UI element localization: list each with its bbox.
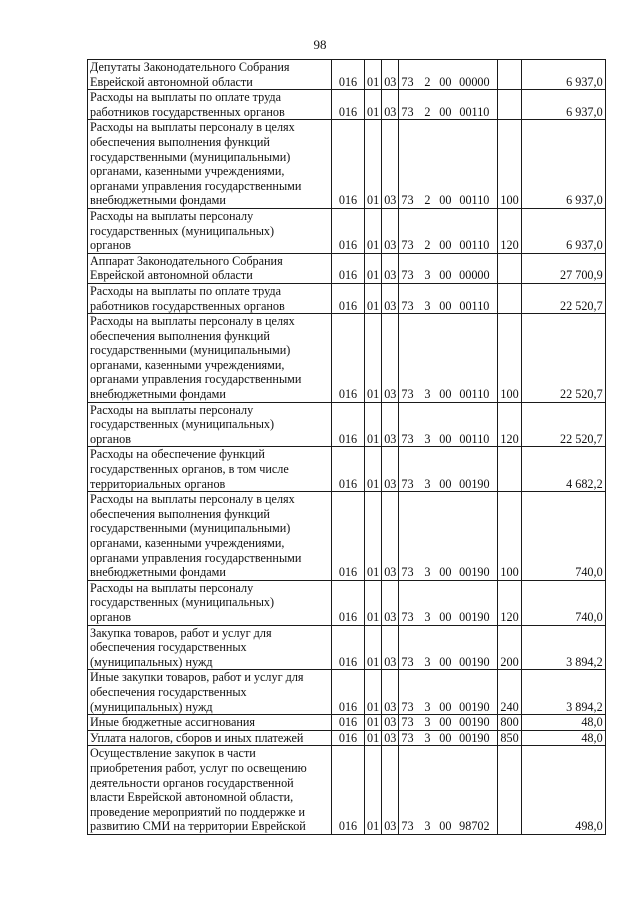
cell-expense-type: 850 xyxy=(498,730,521,746)
cell-section: 01 xyxy=(365,90,382,120)
table-row xyxy=(88,208,606,253)
row-name-line: Расходы на обеспечение функций xyxy=(90,447,265,462)
row-name xyxy=(88,625,332,670)
cell-expense-type: 120 xyxy=(498,208,521,253)
cell-amount: 27 700,9 xyxy=(521,253,605,283)
cell-target-article xyxy=(399,730,498,746)
page-number: 98 xyxy=(313,37,327,52)
cell-grbs: 016 xyxy=(332,314,365,403)
table-row xyxy=(88,60,606,90)
cell-target-article xyxy=(399,283,498,313)
cell-amount: 6 937,0 xyxy=(521,60,605,90)
target-code-part: 00 xyxy=(439,268,452,283)
row-name-line: обеспечения государственных xyxy=(90,640,247,655)
target-code-part: 00190 xyxy=(459,730,490,745)
target-code-part: 00 xyxy=(439,819,452,834)
cell-section: 01 xyxy=(365,746,382,835)
target-code-part: 73 xyxy=(401,654,414,669)
cell-expense-type xyxy=(498,60,521,90)
target-code-part: 00190 xyxy=(459,476,490,491)
cell-expense-type: 100 xyxy=(498,492,521,581)
target-code-part: 00 xyxy=(439,715,452,730)
cell-amount: 3 894,2 xyxy=(521,625,605,670)
cell-expense-type xyxy=(498,746,521,835)
cell-subsection: 03 xyxy=(382,402,399,447)
row-name-line: Расходы на выплаты персоналу xyxy=(90,208,254,223)
row-name-line: обеспечения выполнения функций xyxy=(90,328,270,343)
row-name-line: органами управления государственными xyxy=(90,178,302,193)
row-name-line: Расходы на выплаты по оплате труда xyxy=(90,90,282,105)
cell-grbs: 016 xyxy=(332,746,365,835)
target-code-part: 2 xyxy=(424,238,431,253)
cell-amount: 22 520,7 xyxy=(521,402,605,447)
row-name xyxy=(88,580,332,625)
cell-subsection: 03 xyxy=(382,625,399,670)
cell-grbs: 016 xyxy=(332,60,365,90)
target-code-part: 98702 xyxy=(459,819,490,834)
cell-subsection: 03 xyxy=(382,447,399,492)
target-code-part: 3 xyxy=(424,431,431,446)
table-row xyxy=(88,670,606,715)
row-name-line: Депутаты Законодательного Собрания xyxy=(90,60,290,74)
table-row xyxy=(88,90,606,120)
target-code-part: 73 xyxy=(401,193,414,208)
cell-grbs: 016 xyxy=(332,90,365,120)
cell-amount: 48,0 xyxy=(521,730,605,746)
target-code-part: 73 xyxy=(401,476,414,491)
cell-subsection: 03 xyxy=(382,730,399,746)
target-code-part: 00 xyxy=(439,193,452,208)
target-code-part: 00 xyxy=(439,74,452,89)
table-row xyxy=(88,314,606,403)
cell-target-article xyxy=(399,253,498,283)
row-name-line: Иные бюджетные ассигнования xyxy=(90,715,256,730)
row-name-line: органами, казенными учреждениями, xyxy=(90,164,285,179)
target-code-part: 3 xyxy=(424,268,431,283)
budget-table xyxy=(87,59,606,835)
row-name xyxy=(88,253,332,283)
target-code-part: 3 xyxy=(424,730,431,745)
target-code-part: 00 xyxy=(439,431,452,446)
target-code-part: 3 xyxy=(424,298,431,313)
table-row xyxy=(88,746,606,835)
cell-subsection: 03 xyxy=(382,715,399,731)
row-name-line: органов xyxy=(90,431,131,446)
cell-target-article xyxy=(399,492,498,581)
row-name xyxy=(88,402,332,447)
row-name xyxy=(88,60,332,90)
cell-target-article xyxy=(399,670,498,715)
cell-subsection: 03 xyxy=(382,492,399,581)
target-code-part: 73 xyxy=(401,238,414,253)
row-name-line: государственными (муниципальными) xyxy=(90,149,291,164)
target-code-part: 00 xyxy=(439,609,452,624)
table-row xyxy=(88,492,606,581)
row-name-line: органами, казенными учреждениями, xyxy=(90,536,285,550)
target-code-part: 73 xyxy=(401,104,414,119)
target-code-part: 2 xyxy=(424,104,431,119)
row-name-line: власти Еврейской автономной области, xyxy=(90,790,294,805)
cell-section: 01 xyxy=(365,253,382,283)
row-name-line: Расходы на выплаты персоналу в целях xyxy=(90,492,295,507)
target-code-part: 3 xyxy=(424,476,431,491)
row-name xyxy=(88,283,332,313)
cell-amount: 6 937,0 xyxy=(521,90,605,120)
table-row xyxy=(88,715,606,731)
cell-grbs: 016 xyxy=(332,715,365,731)
target-code-part: 00110 xyxy=(459,387,490,402)
target-code-part: 00190 xyxy=(459,699,490,714)
target-code-part: 2 xyxy=(424,193,431,208)
cell-target-article xyxy=(399,625,498,670)
table-row xyxy=(88,120,606,209)
cell-section: 01 xyxy=(365,625,382,670)
target-code-part: 00 xyxy=(439,565,452,580)
cell-target-article xyxy=(399,90,498,120)
cell-subsection: 03 xyxy=(382,90,399,120)
target-code-part: 00 xyxy=(439,654,452,669)
table-row xyxy=(88,447,606,492)
target-code-part: 00110 xyxy=(459,298,490,313)
target-code-part: 00000 xyxy=(459,268,490,283)
cell-grbs: 016 xyxy=(332,730,365,746)
target-code-part: 00190 xyxy=(459,609,490,624)
target-code-part: 73 xyxy=(401,268,414,283)
cell-subsection: 03 xyxy=(382,746,399,835)
cell-amount: 48,0 xyxy=(521,715,605,731)
cell-section: 01 xyxy=(365,402,382,447)
target-code-part: 00110 xyxy=(459,431,490,446)
cell-amount: 6 937,0 xyxy=(521,208,605,253)
row-name-line: органами управления государственными xyxy=(90,550,302,565)
cell-expense-type: 200 xyxy=(498,625,521,670)
row-name-line: приобретения работ, услуг по освещению xyxy=(90,760,307,775)
cell-grbs: 016 xyxy=(332,492,365,581)
row-name-line: государственными (муниципальными) xyxy=(90,343,291,358)
cell-grbs: 016 xyxy=(332,253,365,283)
row-name-line: Аппарат Законодательного Собрания xyxy=(90,253,283,268)
cell-target-article xyxy=(399,120,498,209)
row-name-line: обеспечения выполнения функций xyxy=(90,506,270,521)
row-name-line: органов xyxy=(90,238,131,253)
cell-grbs: 016 xyxy=(332,283,365,313)
row-name xyxy=(88,670,332,715)
target-code-part: 3 xyxy=(424,654,431,669)
cell-subsection: 03 xyxy=(382,314,399,403)
cell-grbs: 016 xyxy=(332,670,365,715)
row-name-line: работников государственных органов xyxy=(90,104,285,119)
target-code-part: 00 xyxy=(439,104,452,119)
cell-expense-type: 100 xyxy=(498,120,521,209)
cell-amount: 740,0 xyxy=(521,492,605,581)
cell-subsection: 03 xyxy=(382,120,399,209)
cell-target-article xyxy=(399,746,498,835)
row-name-line: внебюджетными фондами xyxy=(90,193,226,208)
row-name-line: государственных (муниципальных) xyxy=(90,595,275,610)
target-code-part: 73 xyxy=(401,298,414,313)
target-code-part: 00 xyxy=(439,298,452,313)
cell-amount: 740,0 xyxy=(521,580,605,625)
row-name-line: (муниципальных) нужд xyxy=(90,699,213,714)
row-name-line: Расходы на выплаты по оплате труда xyxy=(90,283,282,298)
cell-expense-type: 240 xyxy=(498,670,521,715)
target-code-part: 3 xyxy=(424,715,431,730)
row-name-line: внебюджетными фондами xyxy=(90,387,226,402)
row-name-line: Еврейской автономной области xyxy=(90,268,253,283)
target-code-part: 73 xyxy=(401,715,414,730)
cell-section: 01 xyxy=(365,715,382,731)
target-code-part: 00190 xyxy=(459,565,490,580)
cell-grbs: 016 xyxy=(332,580,365,625)
table-row xyxy=(88,283,606,313)
target-code-part: 3 xyxy=(424,609,431,624)
target-code-part: 00190 xyxy=(459,654,490,669)
target-code-part: 73 xyxy=(401,699,414,714)
target-code-part: 3 xyxy=(424,565,431,580)
row-name-line: работников государственных органов xyxy=(90,298,285,313)
row-name xyxy=(88,90,332,120)
cell-expense-type xyxy=(498,253,521,283)
row-name-line: государственных органов, в том числе xyxy=(90,462,289,477)
row-name-line: обеспечения государственных xyxy=(90,684,247,699)
row-name xyxy=(88,447,332,492)
row-name xyxy=(88,730,332,746)
row-name-line: Закупка товаров, работ и услуг для xyxy=(90,625,272,640)
cell-target-article xyxy=(399,208,498,253)
target-code-part: 00 xyxy=(439,699,452,714)
cell-subsection: 03 xyxy=(382,60,399,90)
row-name-line: Расходы на выплаты персоналу в целях xyxy=(90,120,295,135)
cell-section: 01 xyxy=(365,208,382,253)
table-row xyxy=(88,580,606,625)
row-name-line: территориальных органов xyxy=(90,476,226,491)
target-code-part: 73 xyxy=(401,730,414,745)
table-row xyxy=(88,402,606,447)
cell-amount: 498,0 xyxy=(521,746,605,835)
cell-section: 01 xyxy=(365,283,382,313)
row-name xyxy=(88,120,332,209)
cell-target-article xyxy=(399,402,498,447)
cell-grbs: 016 xyxy=(332,208,365,253)
cell-section: 01 xyxy=(365,314,382,403)
row-name-line: проведение мероприятий по поддержке и xyxy=(90,804,306,819)
row-name-line: внебюджетными фондами xyxy=(90,565,226,580)
target-code-part: 3 xyxy=(424,819,431,834)
cell-expense-type xyxy=(498,447,521,492)
row-name-line: государственных (муниципальных) xyxy=(90,223,275,238)
row-name xyxy=(88,314,332,403)
cell-grbs: 016 xyxy=(332,120,365,209)
target-code-part: 00110 xyxy=(459,193,490,208)
target-code-part: 73 xyxy=(401,431,414,446)
cell-subsection: 03 xyxy=(382,283,399,313)
table-row xyxy=(88,625,606,670)
row-name-line: Расходы на выплаты персоналу в целях xyxy=(90,314,295,329)
row-name-line: Расходы на выплаты персоналу xyxy=(90,402,254,417)
row-name-line: Осуществление закупок в части xyxy=(90,746,256,761)
target-code-part: 73 xyxy=(401,565,414,580)
cell-amount: 3 894,2 xyxy=(521,670,605,715)
cell-amount: 4 682,2 xyxy=(521,447,605,492)
row-name-line: деятельности органов государственной xyxy=(90,775,294,790)
cell-target-article xyxy=(399,314,498,403)
target-code-part: 2 xyxy=(424,74,431,89)
cell-expense-type xyxy=(498,90,521,120)
table-row xyxy=(88,253,606,283)
cell-target-article xyxy=(399,60,498,90)
table-row xyxy=(88,730,606,746)
target-code-part: 73 xyxy=(401,74,414,89)
target-code-part: 00000 xyxy=(459,74,490,89)
row-name-line: органами управления государственными xyxy=(90,372,302,387)
cell-subsection: 03 xyxy=(382,253,399,283)
cell-grbs: 016 xyxy=(332,625,365,670)
row-name-line: Еврейской автономной области xyxy=(90,74,253,89)
row-name-line: развитию СМИ на территории Еврейской xyxy=(90,819,306,834)
target-code-part: 3 xyxy=(424,387,431,402)
row-name-line: органов xyxy=(90,609,131,624)
cell-grbs: 016 xyxy=(332,447,365,492)
cell-section: 01 xyxy=(365,492,382,581)
target-code-part: 73 xyxy=(401,819,414,834)
cell-expense-type: 120 xyxy=(498,402,521,447)
target-code-part: 00110 xyxy=(459,238,490,253)
target-code-part: 00 xyxy=(439,387,452,402)
target-code-part: 3 xyxy=(424,699,431,714)
row-name-line: Уплата налогов, сборов и иных платежей xyxy=(90,730,304,745)
cell-section: 01 xyxy=(365,60,382,90)
cell-expense-type xyxy=(498,283,521,313)
cell-target-article xyxy=(399,580,498,625)
cell-expense-type: 120 xyxy=(498,580,521,625)
row-name-line: государственных (муниципальных) xyxy=(90,417,275,432)
cell-section: 01 xyxy=(365,670,382,715)
cell-target-article xyxy=(399,715,498,731)
cell-section: 01 xyxy=(365,120,382,209)
cell-amount: 22 520,7 xyxy=(521,314,605,403)
target-code-part: 00110 xyxy=(459,104,490,119)
target-code-part: 00 xyxy=(439,238,452,253)
cell-expense-type: 100 xyxy=(498,314,521,403)
cell-target-article xyxy=(399,447,498,492)
row-name xyxy=(88,715,332,731)
row-name-line: органами, казенными учреждениями, xyxy=(90,357,285,372)
cell-amount: 6 937,0 xyxy=(521,120,605,209)
target-code-part: 00 xyxy=(439,730,452,745)
row-name-line: Иные закупки товаров, работ и услуг для xyxy=(90,670,304,685)
row-name-line: (муниципальных) нужд xyxy=(90,654,213,669)
row-name xyxy=(88,746,332,835)
row-name xyxy=(88,208,332,253)
target-code-part: 00 xyxy=(439,476,452,491)
cell-expense-type: 800 xyxy=(498,715,521,731)
target-code-part: 73 xyxy=(401,387,414,402)
row-name-line: Расходы на выплаты персоналу xyxy=(90,580,254,595)
cell-subsection: 03 xyxy=(382,208,399,253)
cell-subsection: 03 xyxy=(382,580,399,625)
cell-section: 01 xyxy=(365,730,382,746)
cell-amount: 22 520,7 xyxy=(521,283,605,313)
cell-section: 01 xyxy=(365,580,382,625)
row-name xyxy=(88,492,332,581)
cell-subsection: 03 xyxy=(382,670,399,715)
row-name-line: обеспечения выполнения функций xyxy=(90,134,270,149)
cell-grbs: 016 xyxy=(332,402,365,447)
target-code-part: 00190 xyxy=(459,715,490,730)
cell-section: 01 xyxy=(365,447,382,492)
target-code-part: 73 xyxy=(401,609,414,624)
row-name-line: государственными (муниципальными) xyxy=(90,521,291,536)
